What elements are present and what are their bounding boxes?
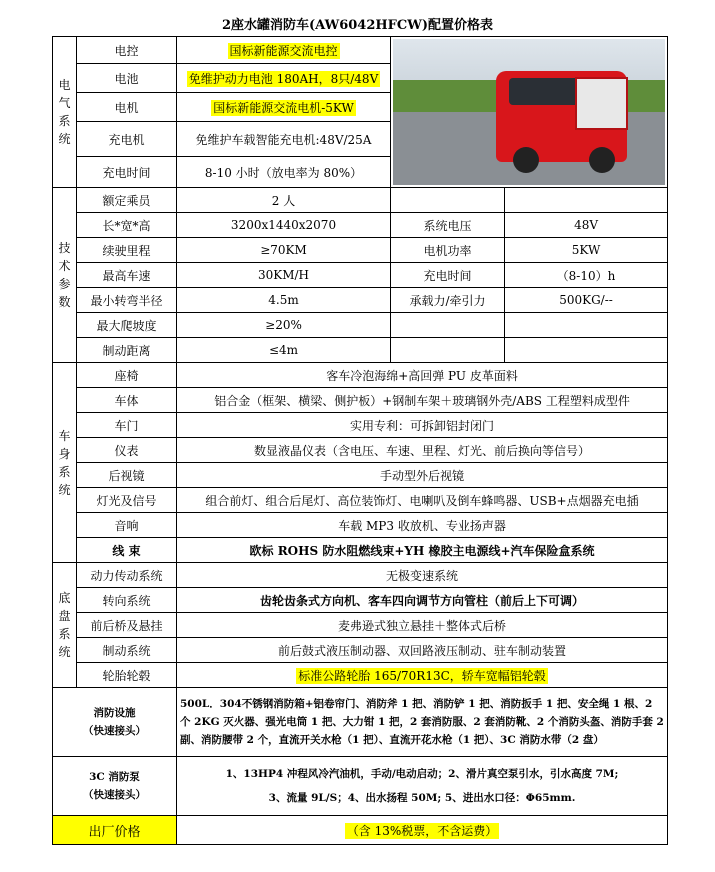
- row-value: ≤4m: [177, 338, 391, 363]
- category-technical: 技 术 参 数: [53, 188, 77, 363]
- row-label: 续驶里程: [77, 238, 177, 263]
- row-value: 实用专利：可拆卸铝封闭门: [177, 413, 668, 438]
- row-value-2: （8-10）h: [505, 263, 668, 288]
- row-label: 长*宽*高: [77, 213, 177, 238]
- row-label: 音响: [77, 513, 177, 538]
- row-value: 麦弗逊式独立悬挂＋整体式后桥: [177, 613, 668, 638]
- row-value: 手动型外后视镜: [177, 463, 668, 488]
- pump-label: 3C 消防泵 （快速接头）: [53, 757, 177, 816]
- row-value: 客车冷泡海绵+高回弹 PU 皮革面料: [177, 363, 668, 388]
- row-label: 充电机: [77, 122, 177, 157]
- row-label: 最小转弯半径: [77, 288, 177, 313]
- row-value: 2 人: [177, 188, 391, 213]
- row-label: 额定乘员: [77, 188, 177, 213]
- row-value: 国标新能源交流电控: [177, 37, 391, 64]
- category-electrical: 电 气 系 统: [53, 37, 77, 188]
- row-label: 车门: [77, 413, 177, 438]
- row-label: 电控: [77, 37, 177, 64]
- row-value: 国标新能源交流电机-5KW: [177, 93, 391, 122]
- row-value: ≥20%: [177, 313, 391, 338]
- row-label: 转向系统: [77, 588, 177, 613]
- row-label-2: [391, 313, 505, 338]
- row-value: ≥70KM: [177, 238, 391, 263]
- row-value: 前后鼓式液压制动器、双回路液压制动、驻车制动装置: [177, 638, 668, 663]
- price-label: 出厂价格: [53, 816, 177, 845]
- row-label: 前后桥及悬挂: [77, 613, 177, 638]
- fire-equipment-label: 消防设施 （快速接头）: [53, 688, 177, 757]
- row-value: 免维护车载智能充电机:48V/25A: [177, 122, 391, 157]
- row-value: 标准公路轮胎 165/70R13C，轿车宽幅铝轮毂: [177, 663, 668, 688]
- row-value-2: [505, 188, 668, 213]
- row-label: 电机: [77, 93, 177, 122]
- row-value: 组合前灯、组合后尾灯、高位装饰灯、电喇叭及倒车蜂鸣器、USB+点烟器充电插: [177, 488, 668, 513]
- row-label: 车体: [77, 388, 177, 413]
- fire-equipment-value: 500L．304不锈钢消防箱+铝卷帘门、消防斧 1 把、消防铲 1 把、消防扳手 1 把、安全绳 1 根、2 个 2KG 灭火器、强光电筒 1 把、大力钳 1 把，2 套消防服、2 套消防靴、2 个消防头盔、消防手套 2 副、消防腰带 2 个，直流开关水枪（1 把）、直流开花水枪（1 把）、3C 消防水带（2 盘）: [177, 688, 668, 757]
- row-label: 最大爬坡度: [77, 313, 177, 338]
- row-value: 数显液晶仪表（含电压、车速、里程、灯光、前后换向等信号）: [177, 438, 668, 463]
- row-value: 齿轮齿条式方向机、客车四向调节方向管柱（前后上下可调）: [177, 588, 668, 613]
- row-value-2: 500KG/--: [505, 288, 668, 313]
- row-label-2: [391, 188, 505, 213]
- row-value-2: 5KW: [505, 238, 668, 263]
- category-body: 车 身 系 统: [53, 363, 77, 563]
- price-value: （含 13%税票，不含运费）: [177, 816, 668, 845]
- row-label: 线 束: [77, 538, 177, 563]
- row-label-2: 承载力/牵引力: [391, 288, 505, 313]
- row-value-2: 48V: [505, 213, 668, 238]
- row-label: 座椅: [77, 363, 177, 388]
- row-value-2: [505, 313, 668, 338]
- row-value: 30KM/H: [177, 263, 391, 288]
- row-label: 充电时间: [77, 157, 177, 188]
- row-label-2: 系统电压: [391, 213, 505, 238]
- page-title: 2座水罐消防车(AW6042HFCW)配置价格表: [221, 18, 494, 33]
- category-chassis: 底 盘 系 统: [53, 563, 77, 688]
- row-value: 车载 MP3 收放机、专业扬声器: [177, 513, 668, 538]
- row-label: 电池: [77, 64, 177, 93]
- row-label-2: 电机功率: [391, 238, 505, 263]
- config-table: [52, 36, 668, 845]
- row-label: 最高车速: [77, 263, 177, 288]
- row-label: 灯光及信号: [77, 488, 177, 513]
- row-value: 无极变速系统: [177, 563, 668, 588]
- row-value: 8-10 小时（放电率为 80%）: [177, 157, 391, 188]
- row-label-2: 充电时间: [391, 263, 505, 288]
- row-value-2: [505, 338, 668, 363]
- row-value: 4.5m: [177, 288, 391, 313]
- row-label-2: [391, 338, 505, 363]
- pump-value: 1、13HP4 冲程风冷汽油机，手动/电动启动；2、滑片真空泵引水，引水高度 7M; 3、流量 9L/S；4、出水扬程 50M; 5、进出水口径：Φ65mm.: [177, 757, 668, 816]
- row-label: 轮胎轮毂: [77, 663, 177, 688]
- row-label: 后视镜: [77, 463, 177, 488]
- row-label: 动力传动系统: [77, 563, 177, 588]
- row-label: 仪表: [77, 438, 177, 463]
- row-value: 3200x1440x2070: [177, 213, 391, 238]
- row-label: 制动系统: [77, 638, 177, 663]
- row-value: 免维护动力电池 180AH，8只/48V: [177, 64, 391, 93]
- row-value: 铝合金（框架、横梁、侧护板）+钢制车架＋玻璃钢外壳/ABS 工程塑料成型件: [177, 388, 668, 413]
- row-value: 欧标 ROHS 防水阻燃线束+YH 橡胶主电源线+汽车保险盒系统: [177, 538, 668, 563]
- row-label: 制动距离: [77, 338, 177, 363]
- truck-photo: [391, 37, 668, 188]
